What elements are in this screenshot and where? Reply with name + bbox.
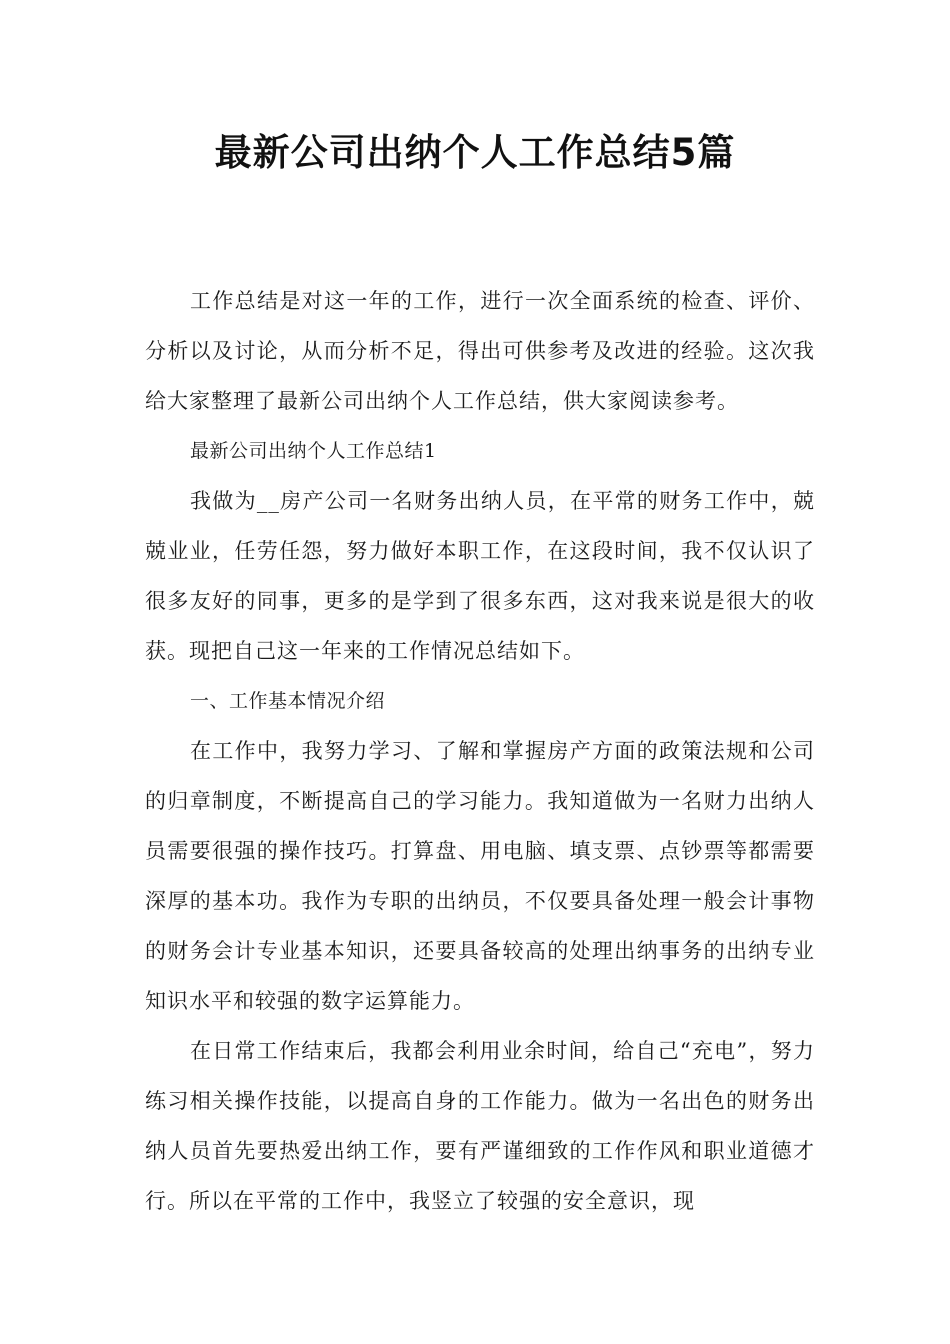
- section-heading-summary-1: 最新公司出纳个人工作总结1: [190, 440, 437, 462]
- section-heading-work-intro: 一、工作基本情况介绍: [190, 690, 386, 712]
- intro-paragraph: 工作总结是对这一年的工作，进行一次全面系统的检查、评价、分析以及讨论，从而分析不足，得出可供参考及改进的经验。这次我给大家整理了最新公司出纳个人工作总结，供大家阅读参考。: [145, 289, 815, 413]
- body-paragraph: 在工作中，我努力学习、了解和掌握房产方面的政策法规和公司的归章制度，不断提高自己的学习能力。我知道做为一名财力出纳人员需要很强的操作技巧。打算盘、用电脑、填支票、点钞票等都需要深厚的基本功。我作为专职的出纳员，不仅要具备处理一般会计事物的财务会计专业基本知识，还要具备较高的处理出纳事务的出纳专业知识水平和较强的数字运算能力。: [145, 739, 815, 1013]
- body-paragraph: 在日常工作结束后，我都会利用业余时间，给自己“充电”，努力练习相关操作技能，以提高自身的工作能力。做为一名出色的财务出纳人员首先要热爱出纳工作，要有严谨细致的工作作风和职业道德才行。所以在平常的工作中，我竖立了较强的安全意识，现: [145, 1039, 815, 1213]
- body-paragraph: 我做为__房产公司一名财务出纳人员，在平常的财务工作中，兢兢业业，任劳任怨，努力做好本职工作，在这段时间，我不仅认识了很多友好的同事，更多的是学到了很多东西，这对我来说是很大的收获。现把自己这一年来的工作情况总结如下。: [145, 489, 815, 663]
- document-title: 最新公司出纳个人工作总结5篇: [214, 131, 736, 174]
- document-body: [145, 276, 815, 1226]
